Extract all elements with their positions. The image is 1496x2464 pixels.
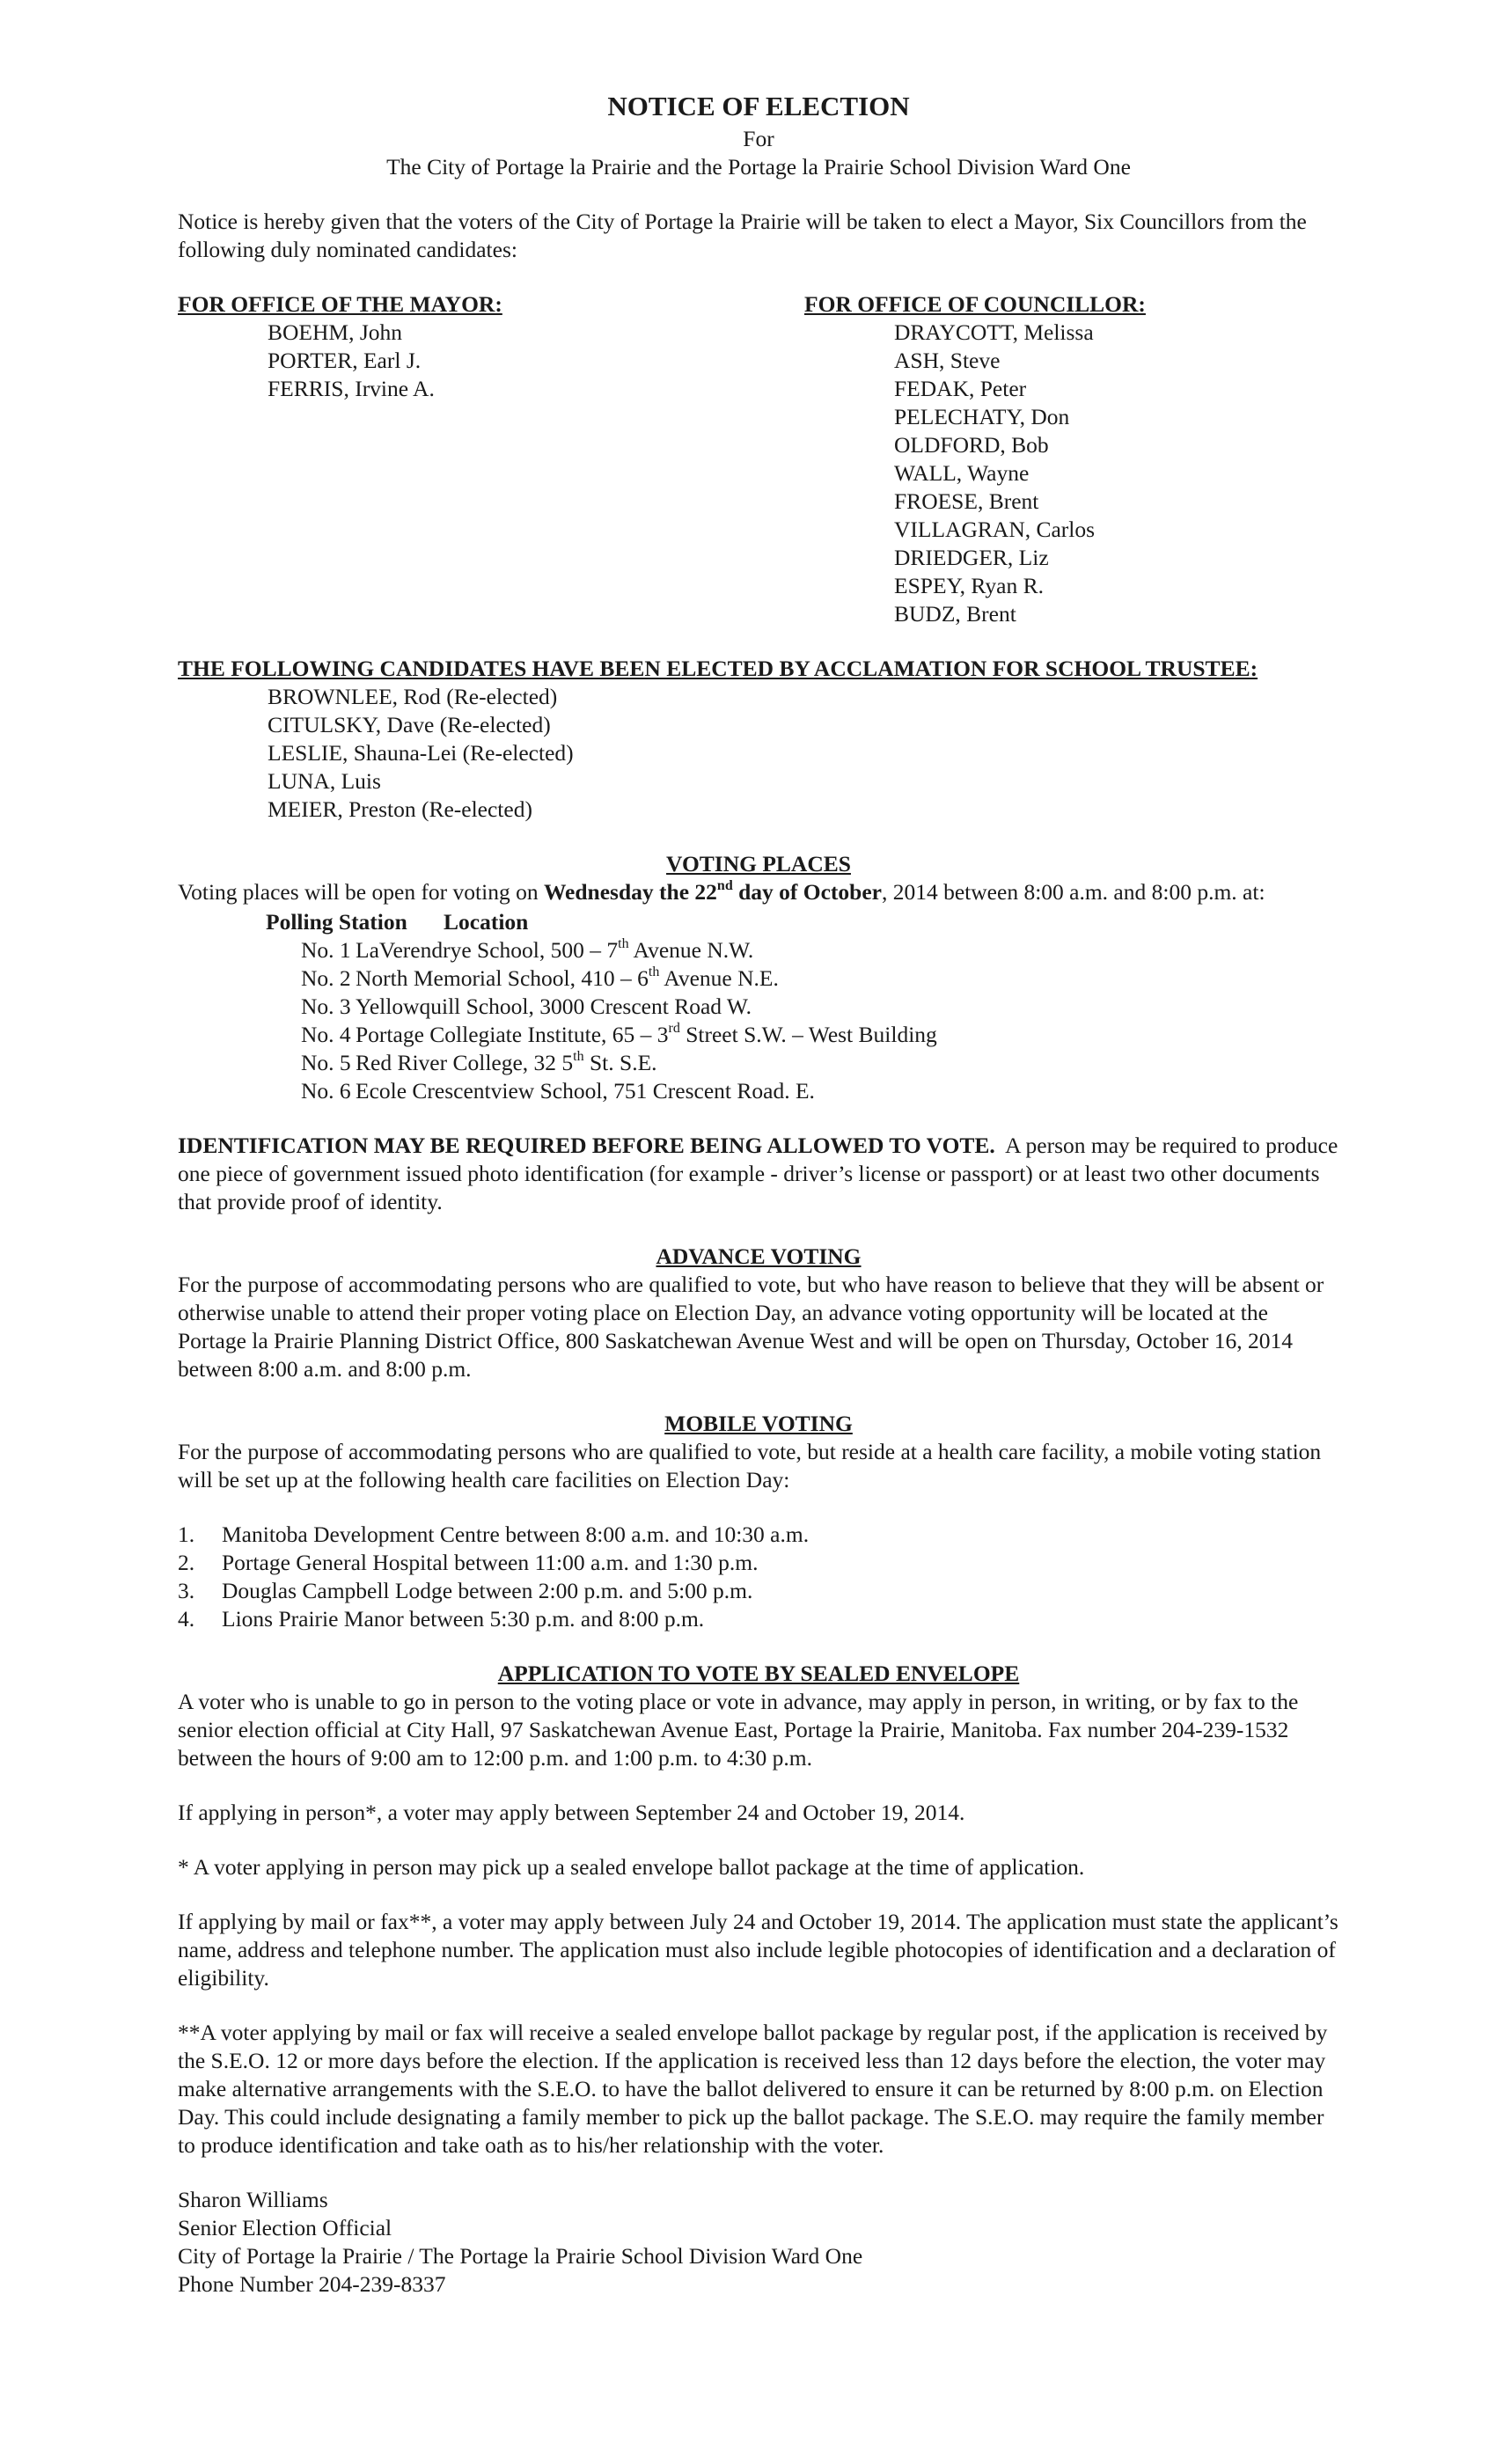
trustee-name: LESLIE, Shauna-Lei (Re-elected) bbox=[268, 740, 574, 766]
signature-block bbox=[178, 2186, 1339, 2299]
candidate-name: FEDAK, Peter bbox=[894, 376, 1027, 401]
table-row bbox=[178, 1049, 1339, 1077]
station-location: Yellowquill School, 3000 Crescent Road W. bbox=[356, 994, 752, 1019]
station-location: Portage Collegiate Institute, 65 – 3rd Street S.W. – West Building bbox=[356, 1020, 937, 1047]
table-row bbox=[178, 993, 1339, 1021]
mayor-heading: FOR OFFICE OF THE MAYOR: bbox=[178, 291, 502, 317]
candidates-columns bbox=[178, 290, 1339, 628]
list-item: 4. Lions Prairie Manor between 5:30 p.m. and 8:00 p.m. bbox=[178, 1606, 705, 1632]
table-header bbox=[178, 908, 1339, 936]
candidate-name: ESPEY, Ryan R. bbox=[894, 573, 1044, 598]
sealed-envelope-paragraph-4: If applying by mail or fax**, a voter may apply between July 24 and October 19, 2014. The application must state the applicant’s name, address and telephone number. The application must also include legible photocopies of identification and a declaration of eligibility. bbox=[178, 1909, 1338, 1991]
sealed-envelope-paragraph-1: A voter who is unable to go in person to the voting place or vote in advance, may apply in person, in writing, or by fax to the senior election official at City Hall, 97 Saskatchewan Avenue East, Portage la Prairie, Manitoba. Fax number 204-239-1532 between the hours of 9:00 am to 12:00 p.m. and 1:00 p.m. to 4:30 p.m. bbox=[178, 1689, 1299, 1771]
notice-subtitle: The City of Portage la Prairie and the Portage la Prairie School Division Ward One bbox=[386, 154, 1131, 180]
voting-places-heading: VOTING PLACES bbox=[666, 851, 851, 876]
sealed-envelope-paragraph-5: **A voter applying by mail or fax will receive a sealed envelope ballot package by regular post, if the application is received by the S.E.O. 12 or more days before the election. If the application is received less than 12 days before the election, the voter may make alternative arrangements with the S.E.O. to have the ballot delivered to ensure it can be returned by 8:00 p.m. on Election Day. This could include designating a family member to pick up the ballot package. The S.E.O. may require the family member to produce identification and take oath as to his/her relationship with the voter. bbox=[178, 2020, 1328, 2158]
station-number: No. 3 bbox=[301, 994, 351, 1019]
station-number: No. 6 bbox=[301, 1078, 351, 1104]
signature-name: Sharon Williams bbox=[178, 2187, 328, 2212]
station-number: No. 2 bbox=[301, 965, 351, 991]
candidate-name: PORTER, Earl J. bbox=[268, 348, 422, 373]
sealed-envelope-heading: APPLICATION TO VOTE BY SEALED ENVELOPE bbox=[497, 1661, 1020, 1686]
signature-role: Senior Election Official bbox=[178, 2215, 392, 2240]
mobile-voting-list bbox=[178, 1521, 1339, 1633]
col-location-header: Location bbox=[444, 909, 529, 935]
advance-voting-paragraph: For the purpose of accommodating persons who are qualified to vote, but who have reason to believe that they will be absent or otherwise unable to attend their proper voting place on Election Day, an advance voting opportunity will be located at the Portage la Prairie Planning District Office, 800 Saskatchewan Avenue West and will be open on Thursday, October 16, 2014 between 8:00 a.m. and 8:00 p.m. bbox=[178, 1272, 1324, 1382]
intro-paragraph: Notice is hereby given that the voters of the City of Portage la Prairie will be taken to elect a Mayor, Six Councillors from the following duly nominated candidates: bbox=[178, 209, 1307, 262]
candidate-name: VILLAGRAN, Carlos bbox=[894, 517, 1096, 542]
list-item: 1. Manitoba Development Centre between 8:00 a.m. and 10:30 a.m. bbox=[178, 1522, 810, 1547]
mobile-voting-heading: MOBILE VOTING bbox=[664, 1411, 853, 1436]
mayor-section bbox=[178, 290, 804, 628]
table-row bbox=[178, 936, 1339, 964]
trustee-heading: THE FOLLOWING CANDIDATES HAVE BEEN ELECTED BY ACCLAMATION FOR SCHOOL TRUSTEE: bbox=[178, 656, 1258, 681]
election-notice bbox=[178, 88, 1344, 2299]
candidate-name: ASH, Steve bbox=[894, 348, 1001, 373]
candidate-name: BOEHM, John bbox=[268, 319, 403, 345]
signature-org: City of Portage la Prairie / The Portage la Prairie School Division Ward One bbox=[178, 2243, 863, 2269]
station-number: No. 5 bbox=[301, 1050, 351, 1075]
station-location: North Memorial School, 410 – 6th Avenue N.E. bbox=[356, 964, 779, 991]
sealed-envelope-paragraph-3: * A voter applying in person may pick up a sealed envelope ballot package at the time of application. bbox=[178, 1854, 1085, 1880]
candidate-name: WALL, Wayne bbox=[894, 460, 1030, 486]
candidate-name: FERRIS, Irvine A. bbox=[268, 376, 435, 401]
councillor-heading: FOR OFFICE OF COUNCILLOR: bbox=[804, 291, 1146, 317]
station-location: Red River College, 32 5th St. S.E. bbox=[356, 1048, 657, 1075]
station-number: No. 4 bbox=[301, 1022, 351, 1047]
trustee-name: LUNA, Luis bbox=[268, 768, 381, 794]
identification-paragraph: IDENTIFICATION MAY BE REQUIRED BEFORE BEING ALLOWED TO VOTE. A person may be required to produce one piece of government issued photo identification (for example - driver’s license or passport) or at least two other documents that provide proof of identity. bbox=[178, 1133, 1344, 1214]
candidate-name: OLDFORD, Bob bbox=[894, 432, 1049, 458]
table-row bbox=[178, 964, 1339, 993]
councillor-section bbox=[804, 290, 1339, 628]
voting-places-intro: Voting places will be open for voting on Wednesday the 22nd day of October, 2014 between 8:00 a.m. and 8:00 p.m. at: bbox=[178, 877, 1265, 905]
candidate-name: DRIEDGER, Liz bbox=[894, 545, 1049, 570]
candidate-name: PELECHATY, Don bbox=[894, 404, 1070, 429]
candidate-name: FROESE, Brent bbox=[894, 488, 1039, 514]
station-location: Ecole Crescentview School, 751 Crescent Road. E. bbox=[356, 1078, 815, 1104]
polling-stations-table bbox=[178, 908, 1339, 1105]
col-station-header: Polling Station bbox=[266, 909, 407, 935]
candidate-name: DRAYCOTT, Melissa bbox=[894, 319, 1094, 345]
sealed-envelope-paragraph-2: If applying in person*, a voter may apply between September 24 and October 19, 2014. bbox=[178, 1800, 965, 1825]
list-item: 3. Douglas Campbell Lodge between 2:00 p.m. and 5:00 p.m. bbox=[178, 1578, 753, 1603]
candidate-name: BUDZ, Brent bbox=[894, 601, 1016, 627]
trustee-name: MEIER, Preston (Re-elected) bbox=[268, 796, 532, 822]
notice-for: For bbox=[743, 126, 774, 151]
signature-phone: Phone Number 204-239-8337 bbox=[178, 2271, 446, 2297]
trustee-name: BROWNLEE, Rod (Re-elected) bbox=[268, 684, 558, 709]
advance-voting-heading: ADVANCE VOTING bbox=[656, 1243, 862, 1269]
mobile-voting-paragraph: For the purpose of accommodating persons who are qualified to vote, but reside at a health care facility, a mobile voting station will be set up at the following health care facilities on Election Day: bbox=[178, 1439, 1322, 1492]
station-number: No. 1 bbox=[301, 937, 351, 963]
station-location: LaVerendrye School, 500 – 7th Avenue N.W. bbox=[356, 935, 754, 963]
trustee-name: CITULSKY, Dave (Re-elected) bbox=[268, 712, 551, 737]
trustee-list bbox=[178, 683, 1339, 824]
list-item: 2. Portage General Hospital between 11:00 a.m. and 1:30 p.m. bbox=[178, 1550, 759, 1575]
table-row bbox=[178, 1077, 1339, 1105]
notice-title: NOTICE OF ELECTION bbox=[607, 91, 910, 121]
table-row bbox=[178, 1021, 1339, 1049]
